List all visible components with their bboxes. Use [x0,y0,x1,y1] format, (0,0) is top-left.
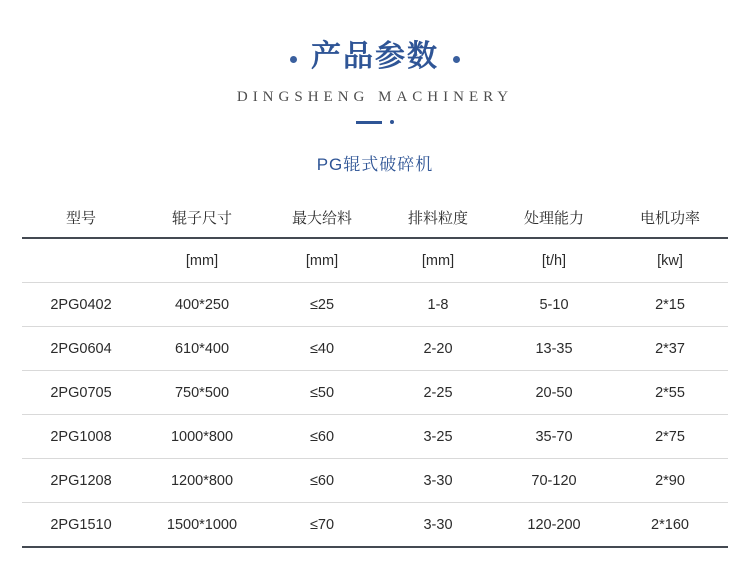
header-row [22,197,728,238]
cell-discharge-size: 2-20 [380,327,496,371]
cell-capacity: 120-200 [496,503,612,548]
cell-discharge-size: 2-25 [380,371,496,415]
page-title: 产品参数 [311,40,439,73]
cell-model: 2PG1208 [22,459,140,503]
table-caption: PG辊式破碎机 [316,155,434,174]
cell-model: 2PG0402 [22,283,140,327]
cell-model: 2PG0604 [22,327,140,371]
cell-capacity: 5-10 [496,283,612,327]
divider-bar-icon [356,121,382,124]
column-header: 处理能力 [523,209,584,227]
cell-roller-size: 1000*800 [140,415,264,459]
cell-max-feed: ≤25 [264,283,380,327]
table-row [22,503,728,548]
unit-cell: [mm] [380,238,496,283]
unit-cell: [mm] [264,238,380,283]
cell-capacity: 35-70 [496,415,612,459]
unit-row [22,238,728,283]
title-row [0,40,750,73]
column-header: 最大给料 [291,209,352,227]
page-header [0,0,750,124]
table-row [22,283,728,327]
cell-motor-power: 2*75 [612,415,728,459]
cell-roller-size: 400*250 [140,283,264,327]
cell-motor-power: 2*37 [612,327,728,371]
spec-table [22,197,728,548]
spec-table-head [22,197,728,238]
unit-cell: [kw] [612,238,728,283]
table-row [22,327,728,371]
spec-table-body [22,238,728,547]
column-header: 电机功率 [639,209,700,227]
column-header: 排料粒度 [407,209,468,227]
bullet-dot-right-icon [453,56,460,63]
divider-dot-icon [390,120,394,124]
column-header: 辊子尺寸 [171,209,232,227]
cell-motor-power: 2*160 [612,503,728,548]
cell-model: 2PG1008 [22,415,140,459]
cell-roller-size: 1200*800 [140,459,264,503]
unit-cell: [mm] [140,238,264,283]
unit-cell: [t/h] [496,238,612,283]
cell-roller-size: 610*400 [140,327,264,371]
cell-capacity: 20-50 [496,371,612,415]
cell-max-feed: ≤70 [264,503,380,548]
cell-model: 2PG0705 [22,371,140,415]
cell-discharge-size: 1-8 [380,283,496,327]
cell-model: 2PG1510 [22,503,140,548]
cell-discharge-size: 3-25 [380,415,496,459]
unit-cell [22,238,140,283]
cell-max-feed: ≤60 [264,459,380,503]
brand-subtitle: DINGSHENG MACHINERY [236,89,514,105]
cell-discharge-size: 3-30 [380,459,496,503]
cell-roller-size: 1500*1000 [140,503,264,548]
column-header: 型号 [65,209,96,227]
cell-max-feed: ≤60 [264,415,380,459]
cell-capacity: 13-35 [496,327,612,371]
cell-max-feed: ≤50 [264,371,380,415]
table-row [22,371,728,415]
cell-capacity: 70-120 [496,459,612,503]
cell-motor-power: 2*55 [612,371,728,415]
table-row [22,459,728,503]
table-row [22,415,728,459]
cell-discharge-size: 3-30 [380,503,496,548]
title-divider [0,120,750,124]
cell-motor-power: 2*90 [612,459,728,503]
cell-roller-size: 750*500 [140,371,264,415]
bullet-dot-left-icon [290,56,297,63]
cell-motor-power: 2*15 [612,283,728,327]
cell-max-feed: ≤40 [264,327,380,371]
